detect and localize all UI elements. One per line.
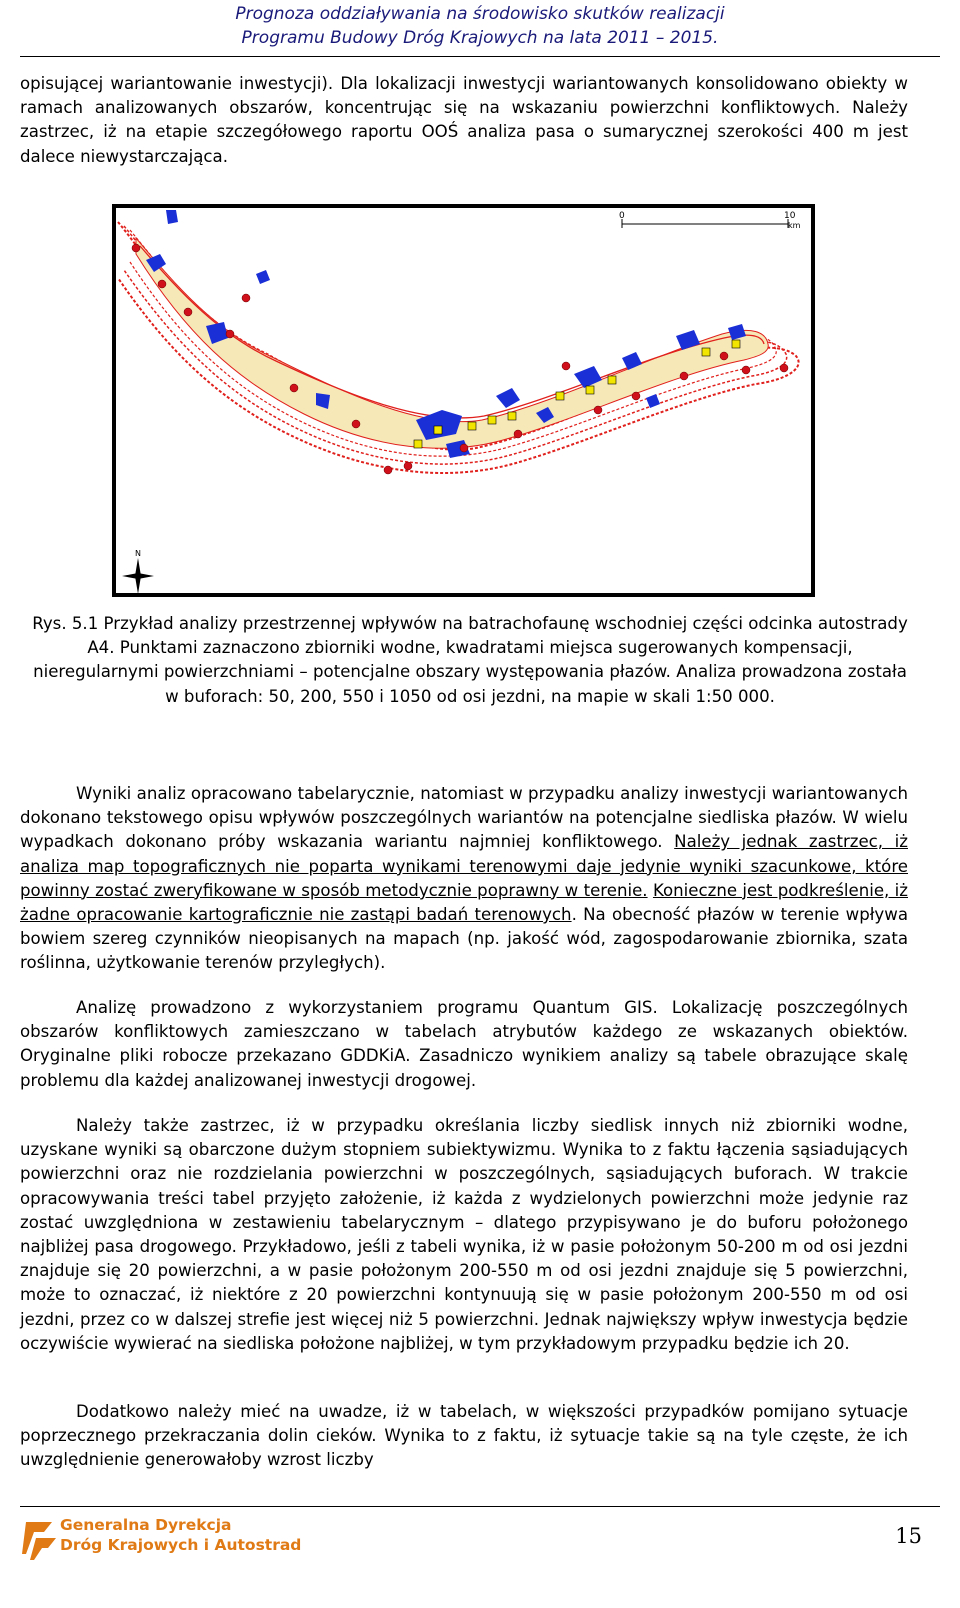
p1-underline-1: Należy jednak zastrzec, iż analiza map topograficznych nie poparta wynikami terenowymi daje jedynie wyniki szacunkowe, które powinny zostać zweryfikowane w sposób metodycznie poprawny w terenie. — [20, 832, 908, 900]
header-divider — [20, 56, 940, 57]
header-line-1: Prognoza oddziaływania na środowisko skutków realizacji — [235, 4, 725, 24]
north-label: N — [135, 549, 141, 558]
page-number: 15 — [895, 1524, 922, 1548]
p1-start: Wyniki analiz opracowano tabelarycznie, natomiast w przypadku analizy inwestycji wariantowanych dokonano tekstowego opisu wpływów poszczególnych wariantów na potencjalne siedliska płazów. W wielu wypadkach dokonano próby wskazania wariantu najmniej konfliktowego. — [20, 784, 908, 852]
p1-end: . Na obecność płazów w terenie wpływa bowiem szereg czynników nieopisanych na mapach (np. jakość wód, zagospodarowanie zbiornika, szata roślinna, użytkowanie terenów przyległych). — [20, 905, 908, 973]
page-header — [0, 0, 960, 60]
scale-unit-label: km — [788, 221, 801, 230]
body-paragraph-3: Należy także zastrzec, iż w przypadku określania liczby siedlisk innych niż zbiorniki wodne, uzyskane wyniki są obarczone dużym stopniem subiektywizmu. Wynika to z faktu łączenia sąsiadujących powierzchni oraz nie rozdzielania powierzchni w poszczególnych, sąsiadujących buforach. W trakcie opracowywania treści tabel przyjęto założenie, iż każda z wydzielonych powierzchni może jedynie raz zostać uwzględniona w zestawieniu tabelarycznym – dlatego przypisywano je do buforu położonego najbliżej pasa drogowego. Przykładowo, jeśli z tabeli wynika, iż w pasie położonym 50-200 m od osi jezdni znajduje się 20 powierzchni, a w pasie położonym 200-550 m od osi jezdni znajduje się 5 powierzchni, może to oznaczać, iż niektóre z 20 powierzchni kontynuują się w pasie położonym 200-550 m od osi jezdni, przez co w dalszej strefie jest więcej niż 5 powierzchni. Jednak największy wpływ inwestycja będzie oczywiście wywierać na siedliska położone najbliżej, w tym przykładowym przypadku będzie ich 20. — [20, 1116, 908, 1353]
buffer-map — [116, 208, 811, 593]
body-paragraph-2: Analizę prowadzono z wykorzystaniem programu Quantum GIS. Lokalizację poszczególnych obszarów konfliktowych zamieszczano w tabelach atrybutów każdego ze wskazanych obiektów. Oryginalne pliki robocze przekazano GDDKiA. Zasadniczo wynikiem analizy są tabele obrazujące skalę problemu dla każdej analizowanej inwestycji drogowej. — [20, 998, 908, 1090]
gddkia-logo-icon — [22, 1514, 62, 1564]
scale-bar — [619, 211, 801, 230]
scale-end-label: 10 — [784, 211, 796, 221]
body-paragraph-4: Dodatkowo należy mieć na uwadze, iż w tabelach, w większości przypadków pomijano sytuacje poprzecznego przekraczania dolin cieków. Wynika to z faktu, iż sytuacje takie są na tyle częste, że ich uwzględnienie generowałoby wzrost liczby — [20, 1402, 908, 1470]
logo-line-1: Generalna Dyrekcja — [60, 1516, 232, 1534]
intro-paragraph: opisującej wariantowanie inwestycji). Dla lokalizacji inwestycji wariantowanych konsolidowano obiekty w ramach analizowanych obszarów, koncentrując się na wskazaniu powierzchni konfliktowych. Należy zastrzec, iż na etapie szczegółowego raportu OOŚ analiza pasa o sumarycznej szerokości 400 m jest dalece niewystarczająca. — [20, 74, 908, 166]
figure-caption: Rys. 5.1 Przykład analizy przestrzennej wpływów na batrachofaunę wschodniej części odcinka autostrady A4. Punktami zaznaczono zbiorniki wodne, kwadratami miejsca sugerowanych kompensacji, nieregularnymi powierzchniami – potencjalne obszary występowania płazów. Analiza prowadzona została w buforach: 50, 200, 550 i 1050 od osi jezdni, na mapie w skali 1:50 000. — [32, 614, 908, 706]
scale-start-label: 0 — [619, 211, 625, 221]
header-line-2: Programu Budowy Dróg Krajowych na lata 2011 – 2015. — [241, 28, 719, 48]
habitat-areas — [146, 210, 746, 458]
map-figure — [112, 204, 815, 597]
body-paragraph-1 — [20, 782, 908, 976]
footer-divider — [20, 1506, 940, 1507]
logo-line-2: Dróg Krajowych i Autostrad — [60, 1536, 302, 1554]
north-arrow — [122, 549, 154, 593]
footer-logo-text — [60, 1515, 301, 1555]
p1-underline-2: Konieczne jest podkreślenie, iż żadne opracowanie kartograficznie nie zastąpi badań terenowych — [20, 880, 908, 925]
